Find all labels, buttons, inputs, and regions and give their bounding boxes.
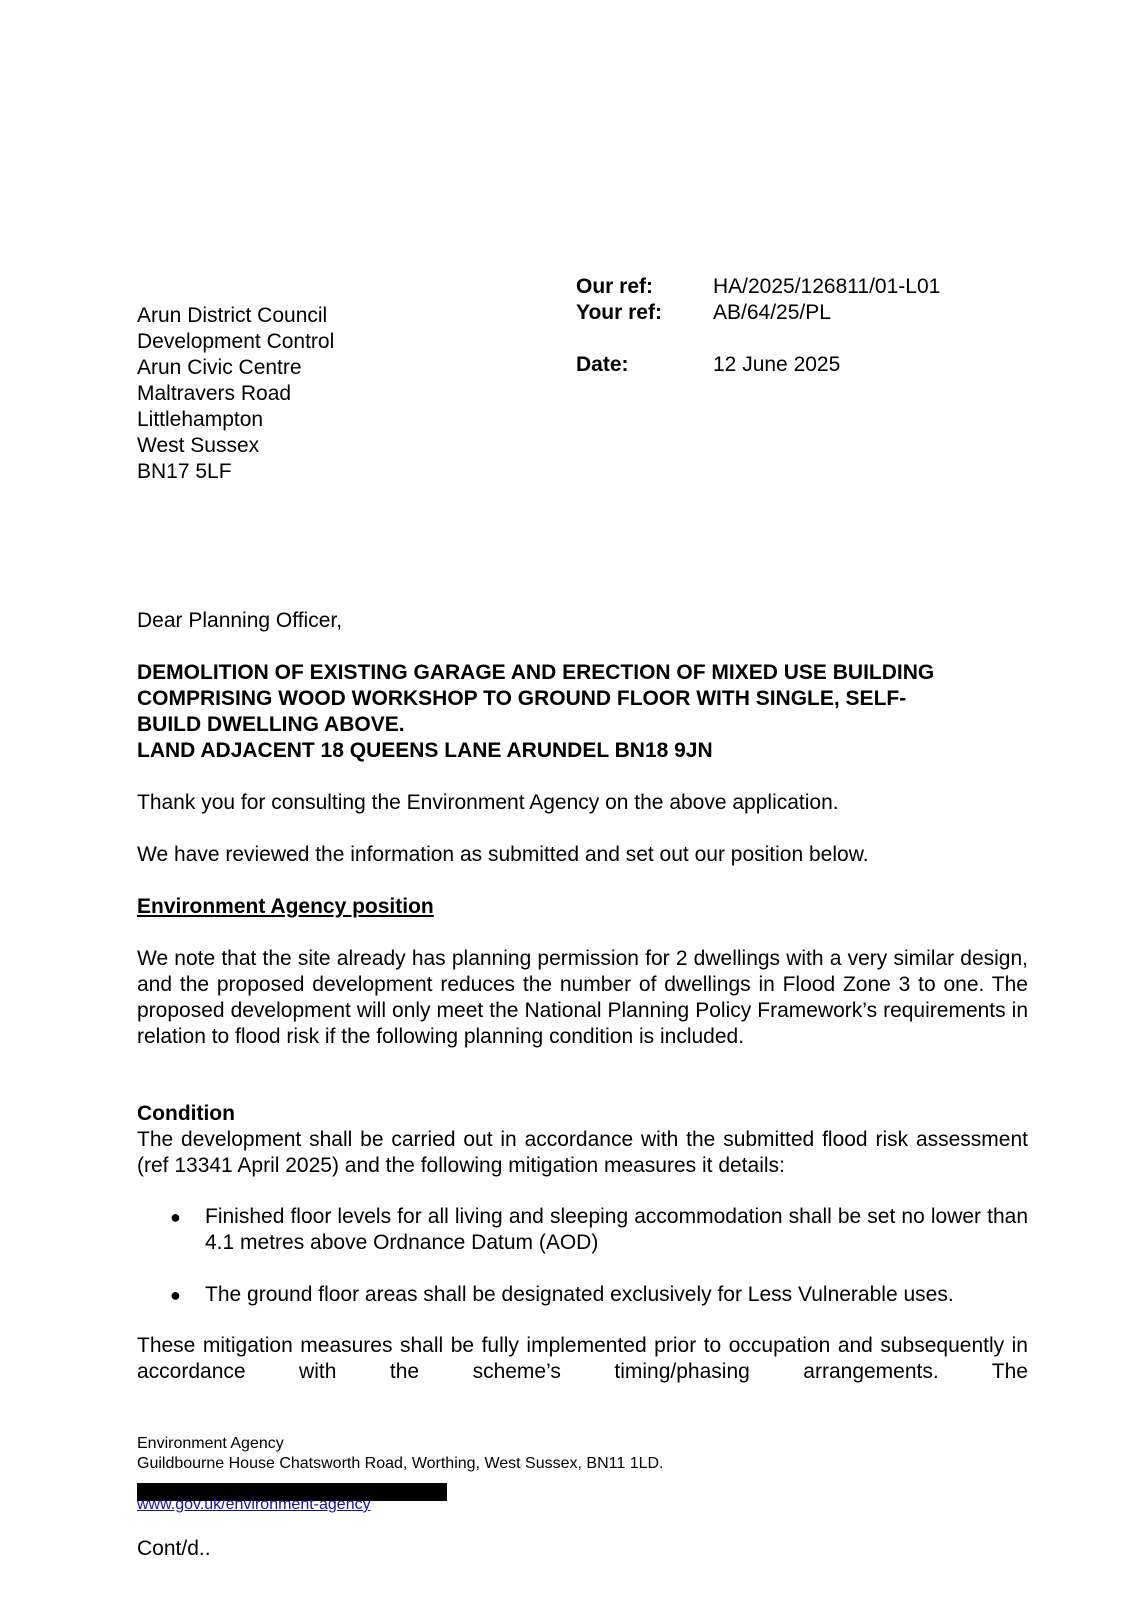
address-line: BN17 5LF xyxy=(137,460,232,483)
our-ref-label: Our ref: xyxy=(576,275,654,298)
subject-line: LAND ADJACENT 18 QUEENS LANE ARUNDEL BN18 9JN xyxy=(137,739,713,762)
recipient-address xyxy=(137,303,334,485)
address-line: Development Control xyxy=(137,330,335,353)
our-ref-value: HA/2025/126811/01-L01 xyxy=(713,275,941,298)
condition-heading: Condition xyxy=(137,1102,235,1125)
date-label: Date: xyxy=(576,353,629,376)
thanks-paragraph: Thank you for consulting the Environment Agency on the above application. xyxy=(137,791,839,814)
salutation: Dear Planning Officer, xyxy=(137,609,343,632)
subject-line: COMPRISING WOOD WORKSHOP TO GROUND FLOOR WITH SINGLE, SELF- xyxy=(137,687,907,710)
subject-line: DEMOLITION OF EXISTING GARAGE AND ERECTION OF MIXED USE BUILDING xyxy=(137,661,935,684)
position-heading: Environment Agency position xyxy=(137,895,434,918)
bullet-icon: ● xyxy=(170,1285,181,1305)
your-ref-value: AB/64/25/PL xyxy=(713,301,831,324)
footer-address: Guildbourne House Chatsworth Road, Worthing, West Sussex, BN11 1LD. xyxy=(137,1455,664,1472)
position-paragraph: We note that the site already has planning permission for 2 dwellings with a very similar design, and the proposed development reduces the number of dwellings in Flood Zone 3 to one. The proposed development will only meet the National Planning Policy Framework’s requirements in relation to flood risk if the following planning condition is included. xyxy=(137,947,1028,1048)
list-item xyxy=(137,1282,1028,1308)
address-line: Littlehampton xyxy=(137,408,264,431)
date-value: 12 June 2025 xyxy=(713,353,841,376)
address-line: Arun Civic Centre xyxy=(137,356,302,379)
address-line: West Sussex xyxy=(137,434,260,457)
address-line: Arun District Council xyxy=(137,304,328,327)
bullet-text: The ground floor areas shall be designated exclusively for Less Vulnerable uses. xyxy=(205,1283,954,1306)
footer-org: Environment Agency xyxy=(137,1435,284,1452)
condition-bullets xyxy=(137,1204,1028,1308)
your-ref-label: Your ref: xyxy=(576,301,662,324)
list-item xyxy=(137,1204,1028,1256)
website-link[interactable]: www.gov.uk/environment-agency xyxy=(137,1496,371,1513)
bullet-icon: ● xyxy=(170,1207,181,1227)
address-line: Maltravers Road xyxy=(137,382,292,405)
mitigation-paragraph: These mitigation measures shall be fully implemented prior to occupation and subsequently in accordance with the scheme’s timing/phasing arrangements. The xyxy=(137,1334,1028,1383)
continued-note: Cont/d.. xyxy=(137,1537,211,1560)
reviewed-paragraph: We have reviewed the information as submitted and set out our position below. xyxy=(137,843,869,866)
condition-paragraph: The development shall be carried out in accordance with the submitted flood risk assessment (ref 13341 April 2025) and the following mitigation measures it details: xyxy=(137,1128,1028,1177)
subject-line: BUILD DWELLING ABOVE. xyxy=(137,713,405,736)
bullet-text: Finished floor levels for all living and sleeping accommodation shall be set no lower than 4.1 metres above Ordnance Datum (AOD) xyxy=(205,1205,1028,1254)
subject-heading xyxy=(137,660,1028,764)
